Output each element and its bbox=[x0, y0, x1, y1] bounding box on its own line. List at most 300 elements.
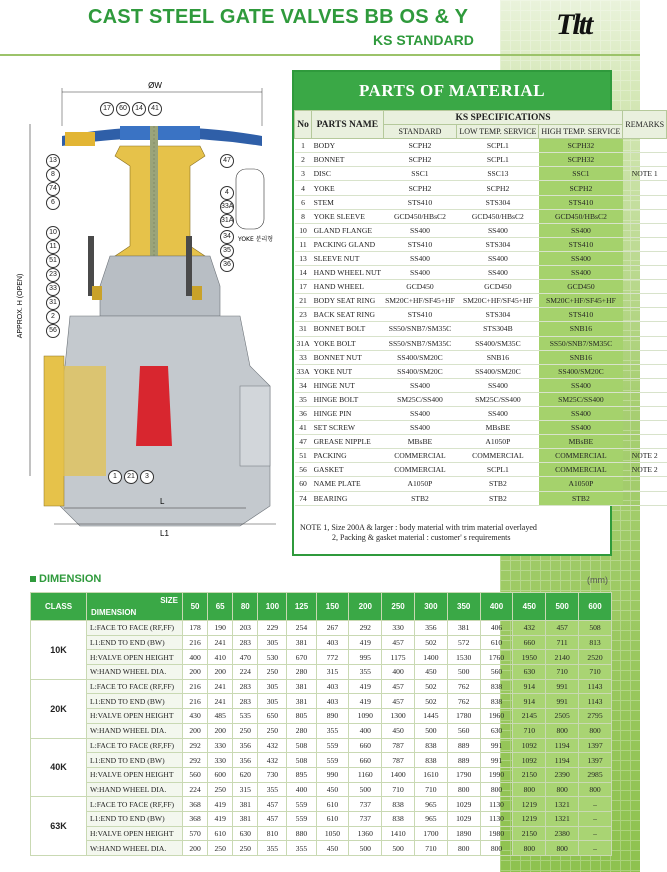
parts-row bbox=[295, 364, 667, 378]
parts-cell-name: GASKET bbox=[312, 463, 384, 477]
dimension-row bbox=[31, 811, 612, 826]
dimension-value-cell: 838 bbox=[480, 679, 513, 694]
dimension-value-cell: 355 bbox=[349, 665, 382, 680]
parts-cell-name: HINGE BOLT bbox=[312, 392, 384, 406]
dimension-value-cell: 805 bbox=[287, 709, 316, 724]
parts-cell-rem bbox=[623, 181, 667, 195]
dimension-value-cell: 1610 bbox=[414, 767, 447, 782]
parts-row bbox=[295, 491, 667, 505]
dimension-value-cell: 190 bbox=[208, 621, 233, 636]
callout-badge: 60 bbox=[116, 102, 130, 116]
dimension-value-cell: 800 bbox=[546, 723, 579, 738]
col-size-label: SIZE bbox=[160, 596, 178, 605]
size-header: 400 bbox=[480, 593, 513, 621]
parts-cell-rem bbox=[623, 336, 667, 350]
parts-cell-no: 31A bbox=[295, 336, 312, 350]
parts-cell-name: BODY SEAT RING bbox=[312, 294, 384, 308]
callout-badge: 36 bbox=[220, 258, 234, 272]
parts-cell-low: SCPL1 bbox=[457, 463, 539, 477]
dimension-row bbox=[31, 679, 612, 694]
parts-cell-std: STS410 bbox=[383, 237, 457, 251]
dimension-value-cell: 356 bbox=[414, 621, 447, 636]
parts-cell-low: MBsBE bbox=[457, 421, 539, 435]
parts-cell-low: SCPH2 bbox=[457, 181, 539, 195]
col-high-temp: HIGH TEMP. SERVICE bbox=[539, 125, 623, 139]
parts-cell-low: SS400/SM35C bbox=[457, 336, 539, 350]
dimension-value-cell: 330 bbox=[208, 738, 233, 753]
size-header: 200 bbox=[349, 593, 382, 621]
parts-cell-low: SCPL1 bbox=[457, 153, 539, 167]
parts-cell-name: GREASE NIPPLE bbox=[312, 435, 384, 449]
dimension-row bbox=[31, 767, 612, 782]
callout-badge: 1 bbox=[108, 470, 122, 484]
dimension-value-cell: 838 bbox=[480, 694, 513, 709]
size-header: 500 bbox=[546, 593, 579, 621]
parts-cell-high: COMMERCIAL bbox=[539, 463, 623, 477]
parts-cell-no: 41 bbox=[295, 421, 312, 435]
dimension-value-cell: 457 bbox=[258, 797, 287, 812]
dimension-value-cell: 880 bbox=[287, 826, 316, 841]
parts-cell-name: HINGE PIN bbox=[312, 406, 384, 420]
parts-cell-low: A1050P bbox=[457, 435, 539, 449]
parts-row bbox=[295, 336, 667, 350]
dimension-value-cell: 457 bbox=[258, 811, 287, 826]
callout-badge: 56 bbox=[46, 324, 60, 338]
dimension-value-cell: 559 bbox=[287, 797, 316, 812]
callout-badge: 11 bbox=[46, 240, 60, 254]
dimension-value-cell: 178 bbox=[183, 621, 208, 636]
parts-cell-name: YOKE BOLT bbox=[312, 336, 384, 350]
col-parts-name: PARTS NAME bbox=[312, 111, 384, 139]
parts-cell-low: SS400 bbox=[457, 406, 539, 420]
size-header: 150 bbox=[316, 593, 349, 621]
dimension-value-cell: 381 bbox=[233, 811, 258, 826]
parts-cell-low: SS400 bbox=[457, 251, 539, 265]
dimension-value-cell: 710 bbox=[579, 665, 612, 680]
dimension-value-cell: 450 bbox=[316, 841, 349, 856]
dimension-value-cell: 991 bbox=[480, 738, 513, 753]
callout-badge: 23 bbox=[46, 268, 60, 282]
parts-cell-low: STB2 bbox=[457, 491, 539, 505]
dimension-value-cell: 914 bbox=[513, 679, 546, 694]
dimension-value-cell: 1980 bbox=[480, 826, 513, 841]
dimension-value-cell: 250 bbox=[208, 841, 233, 856]
height-label: APPROX. H (OPEN) bbox=[17, 273, 24, 339]
dimension-value-cell: 400 bbox=[349, 723, 382, 738]
parts-cell-no: 23 bbox=[295, 308, 312, 322]
note-2: 2, Packing & gasket material : customer' s requirements bbox=[332, 533, 511, 542]
dimension-value-cell: 200 bbox=[208, 723, 233, 738]
parts-cell-rem bbox=[623, 266, 667, 280]
dimension-table bbox=[30, 592, 612, 856]
dimension-value-cell: 216 bbox=[183, 679, 208, 694]
parts-cell-high: STS410 bbox=[539, 237, 623, 251]
parts-cell-name: SET SCREW bbox=[312, 421, 384, 435]
dimension-value-cell: 772 bbox=[316, 650, 349, 665]
dimension-value-cell: 1780 bbox=[447, 709, 480, 724]
dimension-value-cell: 800 bbox=[579, 782, 612, 797]
dimension-value-cell: 965 bbox=[414, 797, 447, 812]
callout-badge: 17 bbox=[100, 102, 114, 116]
dimension-value-cell: 292 bbox=[183, 753, 208, 768]
dimension-row bbox=[31, 797, 612, 812]
dimension-value-cell: 368 bbox=[183, 797, 208, 812]
parts-cell-name: HAND WHEEL bbox=[312, 280, 384, 294]
dimension-value-cell: 1194 bbox=[546, 753, 579, 768]
parts-cell-high: SNB16 bbox=[539, 322, 623, 336]
dimension-value-cell: 403 bbox=[316, 635, 349, 650]
dimension-value-cell: 315 bbox=[233, 782, 258, 797]
callout-badge: 31 bbox=[46, 296, 60, 310]
dimension-value-cell: 254 bbox=[287, 621, 316, 636]
callout-badge: 34 bbox=[220, 230, 234, 244]
parts-cell-std: COMMERCIAL bbox=[383, 449, 457, 463]
dimension-value-cell: 787 bbox=[382, 753, 415, 768]
parts-cell-low: STS304 bbox=[457, 195, 539, 209]
dimension-value-cell: 457 bbox=[382, 635, 415, 650]
parts-cell-high: SS400/SM20C bbox=[539, 364, 623, 378]
parts-cell-high: SCPH32 bbox=[539, 153, 623, 167]
dimension-value-cell: 485 bbox=[208, 709, 233, 724]
L1-label: L1 bbox=[160, 529, 169, 538]
parts-cell-std: COMMERCIAL bbox=[383, 463, 457, 477]
square-bullet-icon bbox=[30, 576, 36, 582]
dimension-value-cell: 762 bbox=[447, 694, 480, 709]
dimension-value-cell: 1760 bbox=[480, 650, 513, 665]
parts-cell-name: SLEEVE NUT bbox=[312, 251, 384, 265]
col-no: No bbox=[295, 111, 312, 139]
dimension-value-cell: 800 bbox=[579, 723, 612, 738]
dimension-value-cell: 1990 bbox=[480, 767, 513, 782]
dimension-value-cell: 381 bbox=[447, 621, 480, 636]
dimension-value-cell: 1029 bbox=[447, 811, 480, 826]
callout-badge: 10 bbox=[46, 226, 60, 240]
parts-cell-no: 74 bbox=[295, 491, 312, 505]
dimension-value-cell: 356 bbox=[233, 753, 258, 768]
dimension-value-cell: 1790 bbox=[447, 767, 480, 782]
dimension-value-cell: 895 bbox=[287, 767, 316, 782]
parts-row bbox=[295, 406, 667, 420]
dimension-value-cell: 1890 bbox=[447, 826, 480, 841]
callout-badge: 31A bbox=[220, 214, 234, 228]
parts-cell-rem: NOTE 1 bbox=[623, 167, 667, 181]
parts-cell-std: SS50/SNB7/SM35C bbox=[383, 322, 457, 336]
callout-badge: 21 bbox=[124, 470, 138, 484]
dimension-value-cell: 530 bbox=[258, 650, 287, 665]
dimension-value-cell: 200 bbox=[183, 665, 208, 680]
dimension-value-cell: 450 bbox=[414, 665, 447, 680]
parts-row bbox=[295, 294, 667, 308]
parts-cell-no: 2 bbox=[295, 153, 312, 167]
parts-cell-low: STS304B bbox=[457, 322, 539, 336]
dimension-name-cell: L:FACE TO FACE (RF,FF) bbox=[87, 797, 183, 812]
dimension-value-cell: 660 bbox=[349, 738, 382, 753]
dimension-value-cell: 991 bbox=[546, 694, 579, 709]
col-ks-spec: KS SPECIFICATIONS bbox=[383, 111, 623, 125]
col-low-temp: LOW TEMP. SERVICE bbox=[457, 125, 539, 139]
parts-cell-rem bbox=[623, 308, 667, 322]
dimension-value-cell: 203 bbox=[233, 621, 258, 636]
dimension-value-cell: 600 bbox=[208, 767, 233, 782]
dimension-value-cell: 280 bbox=[287, 665, 316, 680]
dimension-value-cell: 1321 bbox=[546, 811, 579, 826]
dimension-value-cell: 457 bbox=[546, 621, 579, 636]
dimension-name-cell: H:VALVE OPEN HEIGHT bbox=[87, 709, 183, 724]
dimension-value-cell: 419 bbox=[349, 694, 382, 709]
parts-cell-name: BONNET bbox=[312, 153, 384, 167]
dimension-value-cell: 1700 bbox=[414, 826, 447, 841]
parts-row bbox=[295, 350, 667, 364]
dimension-value-cell: 813 bbox=[579, 635, 612, 650]
parts-cell-no: 11 bbox=[295, 237, 312, 251]
dimension-value-cell: 535 bbox=[233, 709, 258, 724]
parts-cell-std: SCPH2 bbox=[383, 139, 457, 153]
dimension-value-cell: 810 bbox=[258, 826, 287, 841]
parts-cell-high: SS400 bbox=[539, 266, 623, 280]
dimension-value-cell: 381 bbox=[287, 635, 316, 650]
parts-cell-rem: NOTE 2 bbox=[623, 449, 667, 463]
parts-cell-name: YOKE NUT bbox=[312, 364, 384, 378]
parts-cell-no: 35 bbox=[295, 392, 312, 406]
dimension-value-cell: – bbox=[579, 797, 612, 812]
parts-cell-rem: NOTE 2 bbox=[623, 463, 667, 477]
dimension-value-cell: 250 bbox=[233, 841, 258, 856]
dimension-row bbox=[31, 665, 612, 680]
dimension-name-cell: L:FACE TO FACE (RF,FF) bbox=[87, 621, 183, 636]
dimension-name-cell: H:VALVE OPEN HEIGHT bbox=[87, 650, 183, 665]
parts-cell-rem bbox=[623, 280, 667, 294]
parts-cell-std: SS400 bbox=[383, 421, 457, 435]
parts-cell-name: GLAND FLANGE bbox=[312, 223, 384, 237]
dimension-value-cell: 200 bbox=[208, 665, 233, 680]
parts-heading: PARTS OF MATERIAL bbox=[294, 72, 610, 110]
dimension-value-cell: 560 bbox=[480, 665, 513, 680]
parts-row bbox=[295, 195, 667, 209]
dimension-value-cell: 1445 bbox=[414, 709, 447, 724]
unit-label: (mm) bbox=[587, 575, 608, 585]
yoke-note: YOKE 분리형 bbox=[238, 236, 274, 243]
page-title: CAST STEEL GATE VALVES BB OS & Y bbox=[88, 6, 469, 28]
parts-row bbox=[295, 477, 667, 491]
dimension-value-cell: 610 bbox=[480, 635, 513, 650]
parts-cell-no: 60 bbox=[295, 477, 312, 491]
dimension-value-cell: 1130 bbox=[480, 811, 513, 826]
dimension-value-cell: 216 bbox=[183, 694, 208, 709]
callout-badge: 2 bbox=[46, 310, 60, 324]
parts-cell-no: 47 bbox=[295, 435, 312, 449]
parts-row bbox=[295, 237, 667, 251]
parts-cell-std: GCD450/HBsC2 bbox=[383, 209, 457, 223]
dimension-value-cell: 419 bbox=[349, 635, 382, 650]
parts-row bbox=[295, 139, 667, 153]
dimension-row bbox=[31, 782, 612, 797]
dimension-value-cell: 1960 bbox=[480, 709, 513, 724]
dimension-row bbox=[31, 738, 612, 753]
dimension-value-cell: 2795 bbox=[579, 709, 612, 724]
dimension-value-cell: 630 bbox=[480, 723, 513, 738]
callout-badge: 35 bbox=[220, 244, 234, 258]
parts-cell-low: SSC13 bbox=[457, 167, 539, 181]
dimension-value-cell: 250 bbox=[233, 723, 258, 738]
parts-cell-std: SS400 bbox=[383, 378, 457, 392]
size-header: 125 bbox=[287, 593, 316, 621]
dimension-title-text: DIMENSION bbox=[39, 573, 102, 585]
dimension-value-cell: 838 bbox=[414, 738, 447, 753]
dimension-value-cell: 368 bbox=[183, 811, 208, 826]
parts-cell-low: SNB16 bbox=[457, 350, 539, 364]
col-size-dimension bbox=[87, 593, 183, 621]
parts-cell-high: SM25C/SS400 bbox=[539, 392, 623, 406]
dimension-value-cell: 1143 bbox=[579, 679, 612, 694]
dimension-value-cell: 800 bbox=[546, 782, 579, 797]
dimension-value-cell: 250 bbox=[258, 723, 287, 738]
parts-cell-rem bbox=[623, 491, 667, 505]
parts-cell-low: STS304 bbox=[457, 237, 539, 251]
dimension-value-cell: 432 bbox=[513, 621, 546, 636]
size-header: 350 bbox=[447, 593, 480, 621]
dimension-value-cell: 560 bbox=[447, 723, 480, 738]
parts-of-material-panel bbox=[292, 70, 665, 556]
parts-cell-low: GCD450 bbox=[457, 280, 539, 294]
parts-cell-no: 14 bbox=[295, 266, 312, 280]
parts-cell-high: SS400 bbox=[539, 251, 623, 265]
size-header: 80 bbox=[233, 593, 258, 621]
dimension-value-cell: 224 bbox=[183, 782, 208, 797]
parts-cell-low: SCPL1 bbox=[457, 139, 539, 153]
dimension-value-cell: 670 bbox=[287, 650, 316, 665]
dimension-value-cell: 403 bbox=[316, 679, 349, 694]
dimension-value-cell: 241 bbox=[208, 679, 233, 694]
callout-badge: 74 bbox=[46, 182, 60, 196]
class-cell: 10K bbox=[31, 621, 87, 680]
dimension-value-cell: 838 bbox=[414, 753, 447, 768]
dimension-value-cell: – bbox=[579, 811, 612, 826]
dimension-value-cell: 1090 bbox=[349, 709, 382, 724]
parts-cell-name: PACKING bbox=[312, 449, 384, 463]
callout-badge: 6 bbox=[46, 196, 60, 210]
dimension-value-cell: 800 bbox=[480, 782, 513, 797]
dimension-row bbox=[31, 694, 612, 709]
dimension-row bbox=[31, 723, 612, 738]
dimension-value-cell: 356 bbox=[233, 738, 258, 753]
dimension-value-cell: 283 bbox=[233, 679, 258, 694]
dimension-value-cell: 650 bbox=[258, 709, 287, 724]
dimension-value-cell: 838 bbox=[382, 811, 415, 826]
parts-cell-no: 13 bbox=[295, 251, 312, 265]
class-cell: 40K bbox=[31, 738, 87, 797]
parts-row bbox=[295, 153, 667, 167]
dimension-value-cell: 292 bbox=[349, 621, 382, 636]
size-header: 65 bbox=[208, 593, 233, 621]
dimension-name-cell: W:HAND WHEEL DIA. bbox=[87, 782, 183, 797]
dimension-value-cell: 419 bbox=[208, 797, 233, 812]
parts-cell-low: SM20C+HF/SF45+HF bbox=[457, 294, 539, 308]
dimension-name-cell: L:FACE TO FACE (RF,FF) bbox=[87, 738, 183, 753]
parts-row bbox=[295, 280, 667, 294]
dimension-value-cell: 710 bbox=[513, 723, 546, 738]
parts-cell-no: 36 bbox=[295, 406, 312, 420]
callout-badge: 4 bbox=[220, 186, 234, 200]
callout-badge: 3 bbox=[140, 470, 154, 484]
parts-cell-std: SCPH2 bbox=[383, 153, 457, 167]
dimension-value-cell: 710 bbox=[546, 665, 579, 680]
valve-diagram bbox=[0, 66, 290, 546]
dimension-value-cell: 502 bbox=[414, 694, 447, 709]
parts-cell-rem bbox=[623, 406, 667, 420]
dimension-value-cell: 2145 bbox=[513, 709, 546, 724]
dimension-row bbox=[31, 635, 612, 650]
parts-cell-high: SS400 bbox=[539, 378, 623, 392]
parts-row bbox=[295, 167, 667, 181]
parts-cell-std: STS410 bbox=[383, 308, 457, 322]
dimension-value-cell: 838 bbox=[382, 797, 415, 812]
col-class: CLASS bbox=[31, 593, 87, 621]
dimension-value-cell: 990 bbox=[316, 767, 349, 782]
dimension-value-cell: 1321 bbox=[546, 797, 579, 812]
dimension-value-cell: 710 bbox=[414, 782, 447, 797]
parts-row bbox=[295, 251, 667, 265]
dimension-value-cell: 559 bbox=[287, 811, 316, 826]
parts-cell-no: 1 bbox=[295, 139, 312, 153]
parts-cell-high: STB2 bbox=[539, 491, 623, 505]
parts-cell-name: BONNET BOLT bbox=[312, 322, 384, 336]
dimension-value-cell: 1130 bbox=[480, 797, 513, 812]
parts-cell-std: STS410 bbox=[383, 195, 457, 209]
parts-row bbox=[295, 435, 667, 449]
parts-row bbox=[295, 308, 667, 322]
dimension-row bbox=[31, 826, 612, 841]
dimension-value-cell: 762 bbox=[447, 679, 480, 694]
parts-cell-high: STS410 bbox=[539, 195, 623, 209]
dimension-row bbox=[31, 621, 612, 636]
dimension-value-cell: 737 bbox=[349, 797, 382, 812]
parts-cell-rem bbox=[623, 350, 667, 364]
parts-cell-no: 3 bbox=[295, 167, 312, 181]
parts-cell-high: SS400 bbox=[539, 421, 623, 435]
parts-cell-rem bbox=[623, 251, 667, 265]
note-1: NOTE 1, Size 200A & larger : body material with trim material overlayed bbox=[300, 523, 537, 532]
dimension-row bbox=[31, 841, 612, 856]
parts-cell-high: SCPH2 bbox=[539, 181, 623, 195]
parts-cell-high: STS410 bbox=[539, 308, 623, 322]
parts-cell-high: SM20C+HF/SF45+HF bbox=[539, 294, 623, 308]
parts-cell-name: YOKE SLEEVE bbox=[312, 209, 384, 223]
parts-cell-low: COMMERCIAL bbox=[457, 449, 539, 463]
dimension-value-cell: 889 bbox=[447, 753, 480, 768]
dimension-value-cell: 355 bbox=[287, 841, 316, 856]
dimension-value-cell: 710 bbox=[414, 841, 447, 856]
callout-badge: 51 bbox=[46, 254, 60, 268]
parts-cell-rem bbox=[623, 195, 667, 209]
parts-cell-high: COMMERCIAL bbox=[539, 449, 623, 463]
dimension-value-cell: 2985 bbox=[579, 767, 612, 782]
dimension-value-cell: 2505 bbox=[546, 709, 579, 724]
dimension-value-cell: 889 bbox=[447, 738, 480, 753]
parts-cell-no: 8 bbox=[295, 209, 312, 223]
dimension-value-cell: 432 bbox=[258, 738, 287, 753]
parts-row bbox=[295, 181, 667, 195]
parts-cell-rem bbox=[623, 139, 667, 153]
parts-cell-low: SS400 bbox=[457, 266, 539, 280]
dimension-value-cell: 381 bbox=[287, 679, 316, 694]
dimension-value-cell: 800 bbox=[513, 782, 546, 797]
dimension-value-cell: 800 bbox=[447, 841, 480, 856]
dimension-value-cell: 559 bbox=[316, 753, 349, 768]
parts-cell-std: SS400 bbox=[383, 266, 457, 280]
parts-cell-name: BACK SEAT RING bbox=[312, 308, 384, 322]
callout-badge: 13 bbox=[46, 154, 60, 168]
dimension-value-cell: 560 bbox=[183, 767, 208, 782]
